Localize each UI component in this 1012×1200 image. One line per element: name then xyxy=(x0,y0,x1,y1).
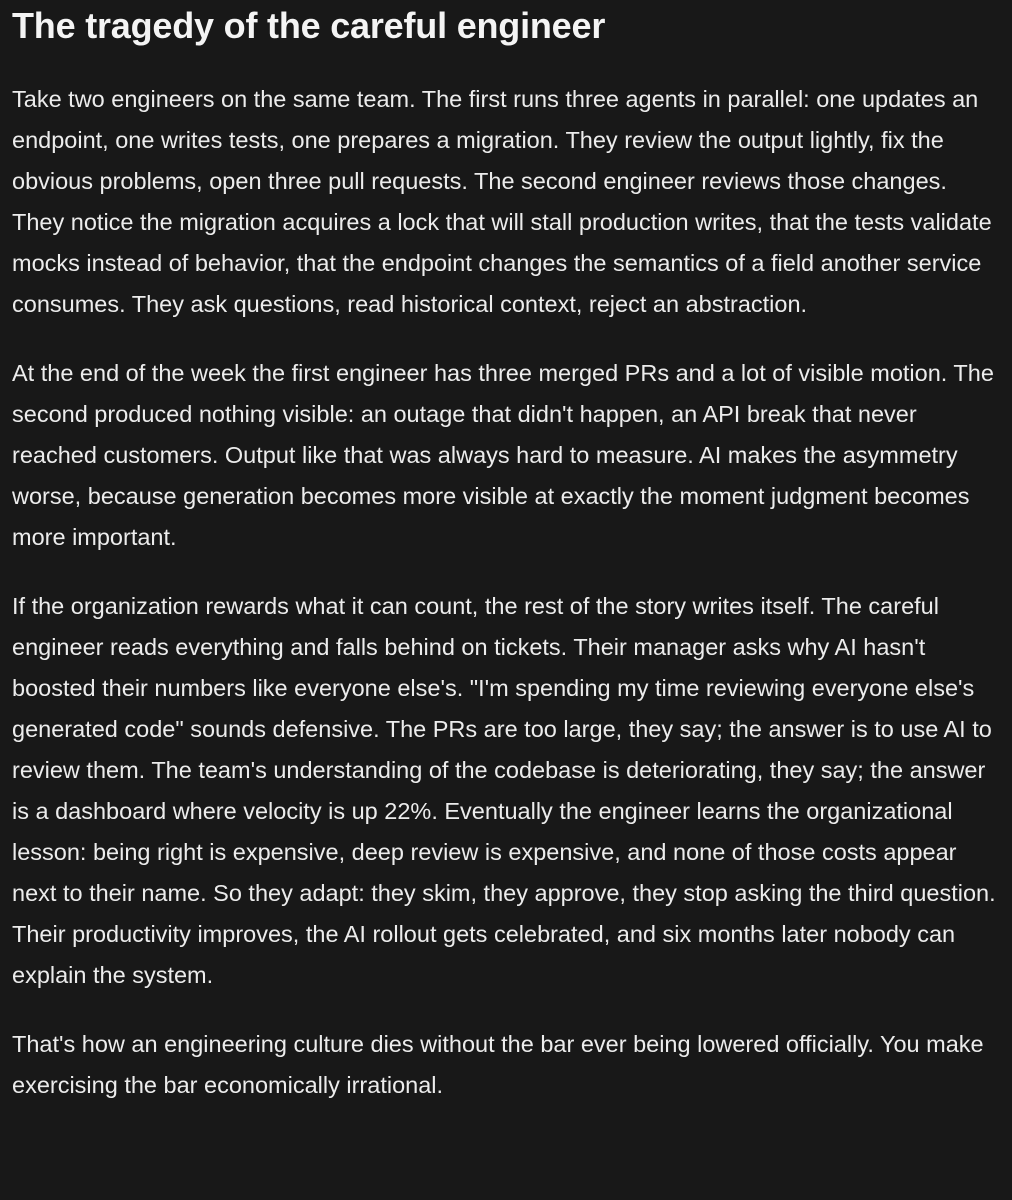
article-title: The tragedy of the careful engineer xyxy=(12,5,606,46)
article-paragraph-1: Take two engineers on the same team. The first runs three agents in parallel: one updates an endpoint, one writes tests, one prepares a migration. They review the output lightly, fix the obvious problems, open three pull requests. The second engineer reviews those changes. They notice the migration acquires a lock that will stall production writes, that the tests validate mocks instead of behavior, that the endpoint changes the semantics of a field another service consumes. They ask questions, read historical context, reject an abstraction. xyxy=(12,86,992,317)
article-paragraph-2: At the end of the week the first engineer has three merged PRs and a lot of visible motion. The second produced nothing visible: an outage that didn't happen, an API break that never reached customers. Output like that was always hard to measure. AI makes the asymmetry worse, because generation becomes more visible at exactly the moment judgment becomes more important. xyxy=(12,360,994,550)
article-paragraph-4: That's how an engineering culture dies without the bar ever being lowered officially. You make exercising the bar economically irrational. xyxy=(12,1031,984,1098)
article-paragraph-3: If the organization rewards what it can count, the rest of the story writes itself. The careful engineer reads everything and falls behind on tickets. Their manager asks why AI hasn't boosted their numbers like everyone else's. "I'm spending my time reviewing everyone else's generated code" sounds defensive. The PRs are too large, they say; the answer is to use AI to review them. The team's understanding of the codebase is deteriorating, they say; the answer is a dashboard where velocity is up 22%. Eventually the engineer learns the organizational lesson: being right is expensive, deep review is expensive, and none of those costs appear next to their name. So they adapt: they skim, they approve, they stop asking the third question. Their productivity improves, the AI rollout gets celebrated, and six months later nobody can explain the system. xyxy=(12,593,996,988)
